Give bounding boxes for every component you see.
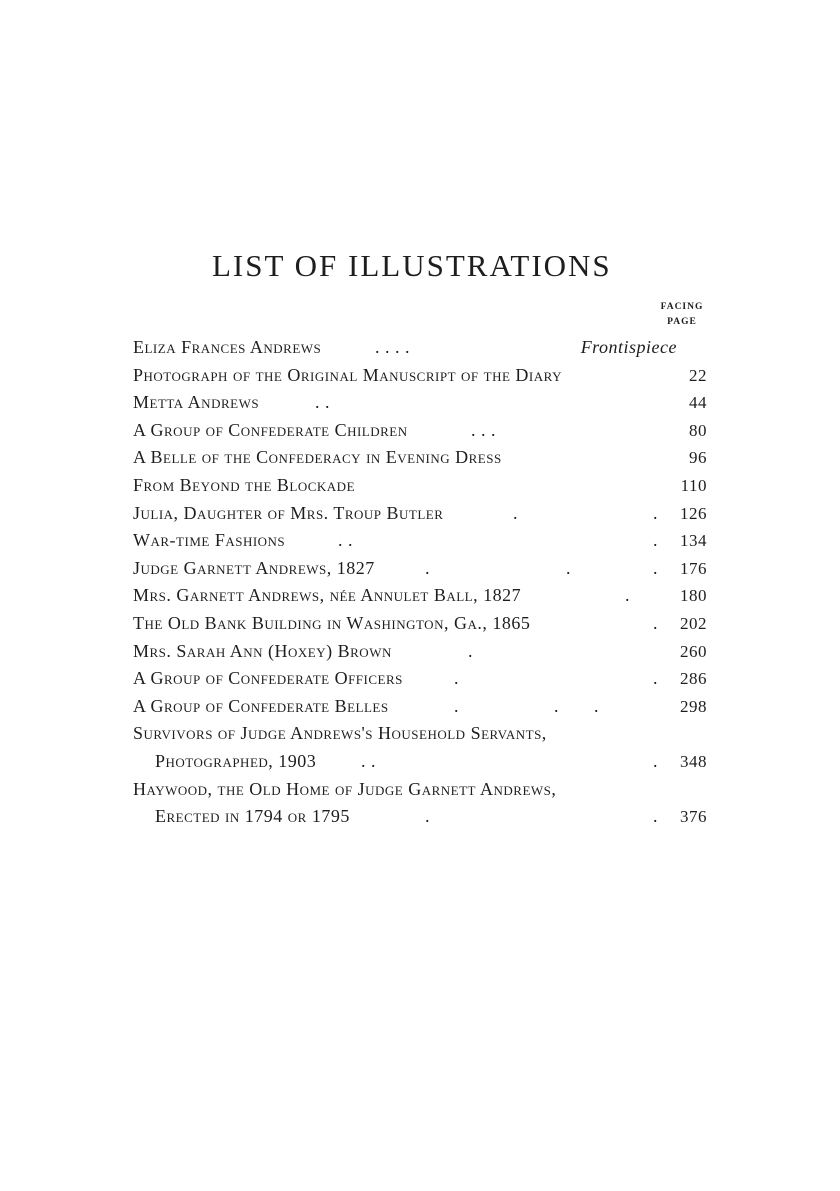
leader-dots: . . bbox=[361, 750, 376, 771]
leader-dots-end: . bbox=[653, 750, 658, 771]
list-item bbox=[133, 693, 713, 721]
list-item bbox=[133, 610, 713, 638]
list-item bbox=[133, 417, 713, 445]
entry-title: Erected in 1794 or 1795 bbox=[155, 806, 350, 827]
illustrations-list bbox=[133, 334, 713, 831]
column-header-facing-page bbox=[652, 300, 712, 330]
entry-page: 126 bbox=[680, 503, 707, 523]
list-item bbox=[133, 472, 713, 500]
leader-dots: . . . bbox=[471, 419, 496, 440]
leader-dots: . bbox=[425, 806, 430, 827]
entry-title: From Beyond the Blockade bbox=[133, 474, 356, 495]
entry-page: 180 bbox=[680, 586, 707, 606]
leader-dots-end: . bbox=[653, 502, 658, 523]
entry-title: Eliza Frances Andrews bbox=[133, 337, 322, 357]
entry-page: 202 bbox=[680, 613, 707, 633]
list-item bbox=[133, 582, 713, 610]
list-item bbox=[133, 720, 713, 748]
leader-dots: . bbox=[513, 502, 518, 523]
leader-dots: . bbox=[425, 557, 430, 578]
leader-dots-end: . bbox=[653, 612, 658, 633]
entry-title: A Group of Confederate Officers bbox=[133, 668, 403, 689]
entry-page: 134 bbox=[680, 531, 707, 551]
column-header-line-1: FACING bbox=[660, 302, 704, 312]
entry-title: Metta Andrews bbox=[133, 392, 260, 413]
leader-dots-end: . bbox=[653, 557, 658, 578]
entry-title: Photographed, 1903 bbox=[155, 750, 317, 771]
list-item bbox=[133, 555, 713, 583]
list-item bbox=[133, 389, 713, 417]
entry-page: Frontispiece bbox=[580, 337, 677, 357]
entry-title: The Old Bank Building in Washington, Ga., 1865 bbox=[133, 612, 531, 633]
entry-page: 22 bbox=[689, 365, 707, 385]
entry-page: 260 bbox=[680, 641, 707, 661]
list-item bbox=[133, 500, 713, 528]
leader-dots: . bbox=[468, 640, 473, 661]
entry-title: A Group of Confederate Children bbox=[133, 419, 408, 440]
entry-title: War-time Fashions bbox=[133, 530, 286, 551]
entry-page: 80 bbox=[689, 420, 707, 440]
entry-page: 298 bbox=[680, 696, 707, 716]
leader-dots-end: . bbox=[653, 806, 658, 827]
entry-page: 110 bbox=[680, 475, 707, 495]
entry-page: 376 bbox=[680, 807, 707, 827]
list-item bbox=[133, 638, 713, 666]
entry-title: Judge Garnett Andrews, 1827 bbox=[133, 557, 375, 578]
list-item bbox=[133, 444, 713, 472]
list-item bbox=[133, 527, 713, 555]
list-item bbox=[133, 748, 713, 776]
leader-dots: . . bbox=[338, 530, 353, 551]
leader-dots: . . bbox=[315, 392, 330, 413]
column-header-line-2: PAGE bbox=[667, 317, 697, 327]
list-item bbox=[133, 803, 713, 831]
leader-dots: . . . . bbox=[375, 337, 410, 357]
leader-dots-end: . bbox=[653, 668, 658, 689]
entry-title: Julia, Daughter of Mrs. Troup Butler bbox=[133, 502, 444, 523]
leader-dots-end: . bbox=[653, 530, 658, 551]
entry-page: 44 bbox=[689, 393, 707, 413]
entry-title: Photograph of the Original Manuscript of the Diary bbox=[133, 364, 562, 385]
entry-page: 96 bbox=[689, 448, 707, 468]
entry-page: 176 bbox=[680, 558, 707, 578]
entry-title: Mrs. Sarah Ann (Hoxey) Brown bbox=[133, 640, 392, 661]
entry-title: Survivors of Judge Andrews's Household Servants, bbox=[133, 723, 547, 744]
entry-title: A Group of Confederate Belles bbox=[133, 695, 389, 716]
leader-dots: . bbox=[625, 585, 630, 606]
entry-title: Haywood, the Old Home of Judge Garnett Andrews, bbox=[133, 778, 557, 799]
leader-dots-mid: . bbox=[566, 557, 571, 578]
list-item bbox=[133, 665, 713, 693]
list-item bbox=[133, 334, 713, 362]
list-item bbox=[133, 362, 713, 390]
entry-page: 286 bbox=[680, 669, 707, 689]
entry-page: 348 bbox=[680, 751, 707, 771]
leader-dots-mid: . . bbox=[554, 695, 599, 716]
leader-dots: . bbox=[454, 695, 459, 716]
entry-title: A Belle of the Confederacy in Evening Dress bbox=[133, 447, 502, 468]
entry-title: Mrs. Garnett Andrews, née Annulet Ball, 1827 bbox=[133, 585, 522, 606]
page-title: LIST OF ILLUSTRATIONS bbox=[212, 248, 612, 283]
list-item bbox=[133, 776, 713, 804]
leader-dots: . bbox=[454, 668, 459, 689]
